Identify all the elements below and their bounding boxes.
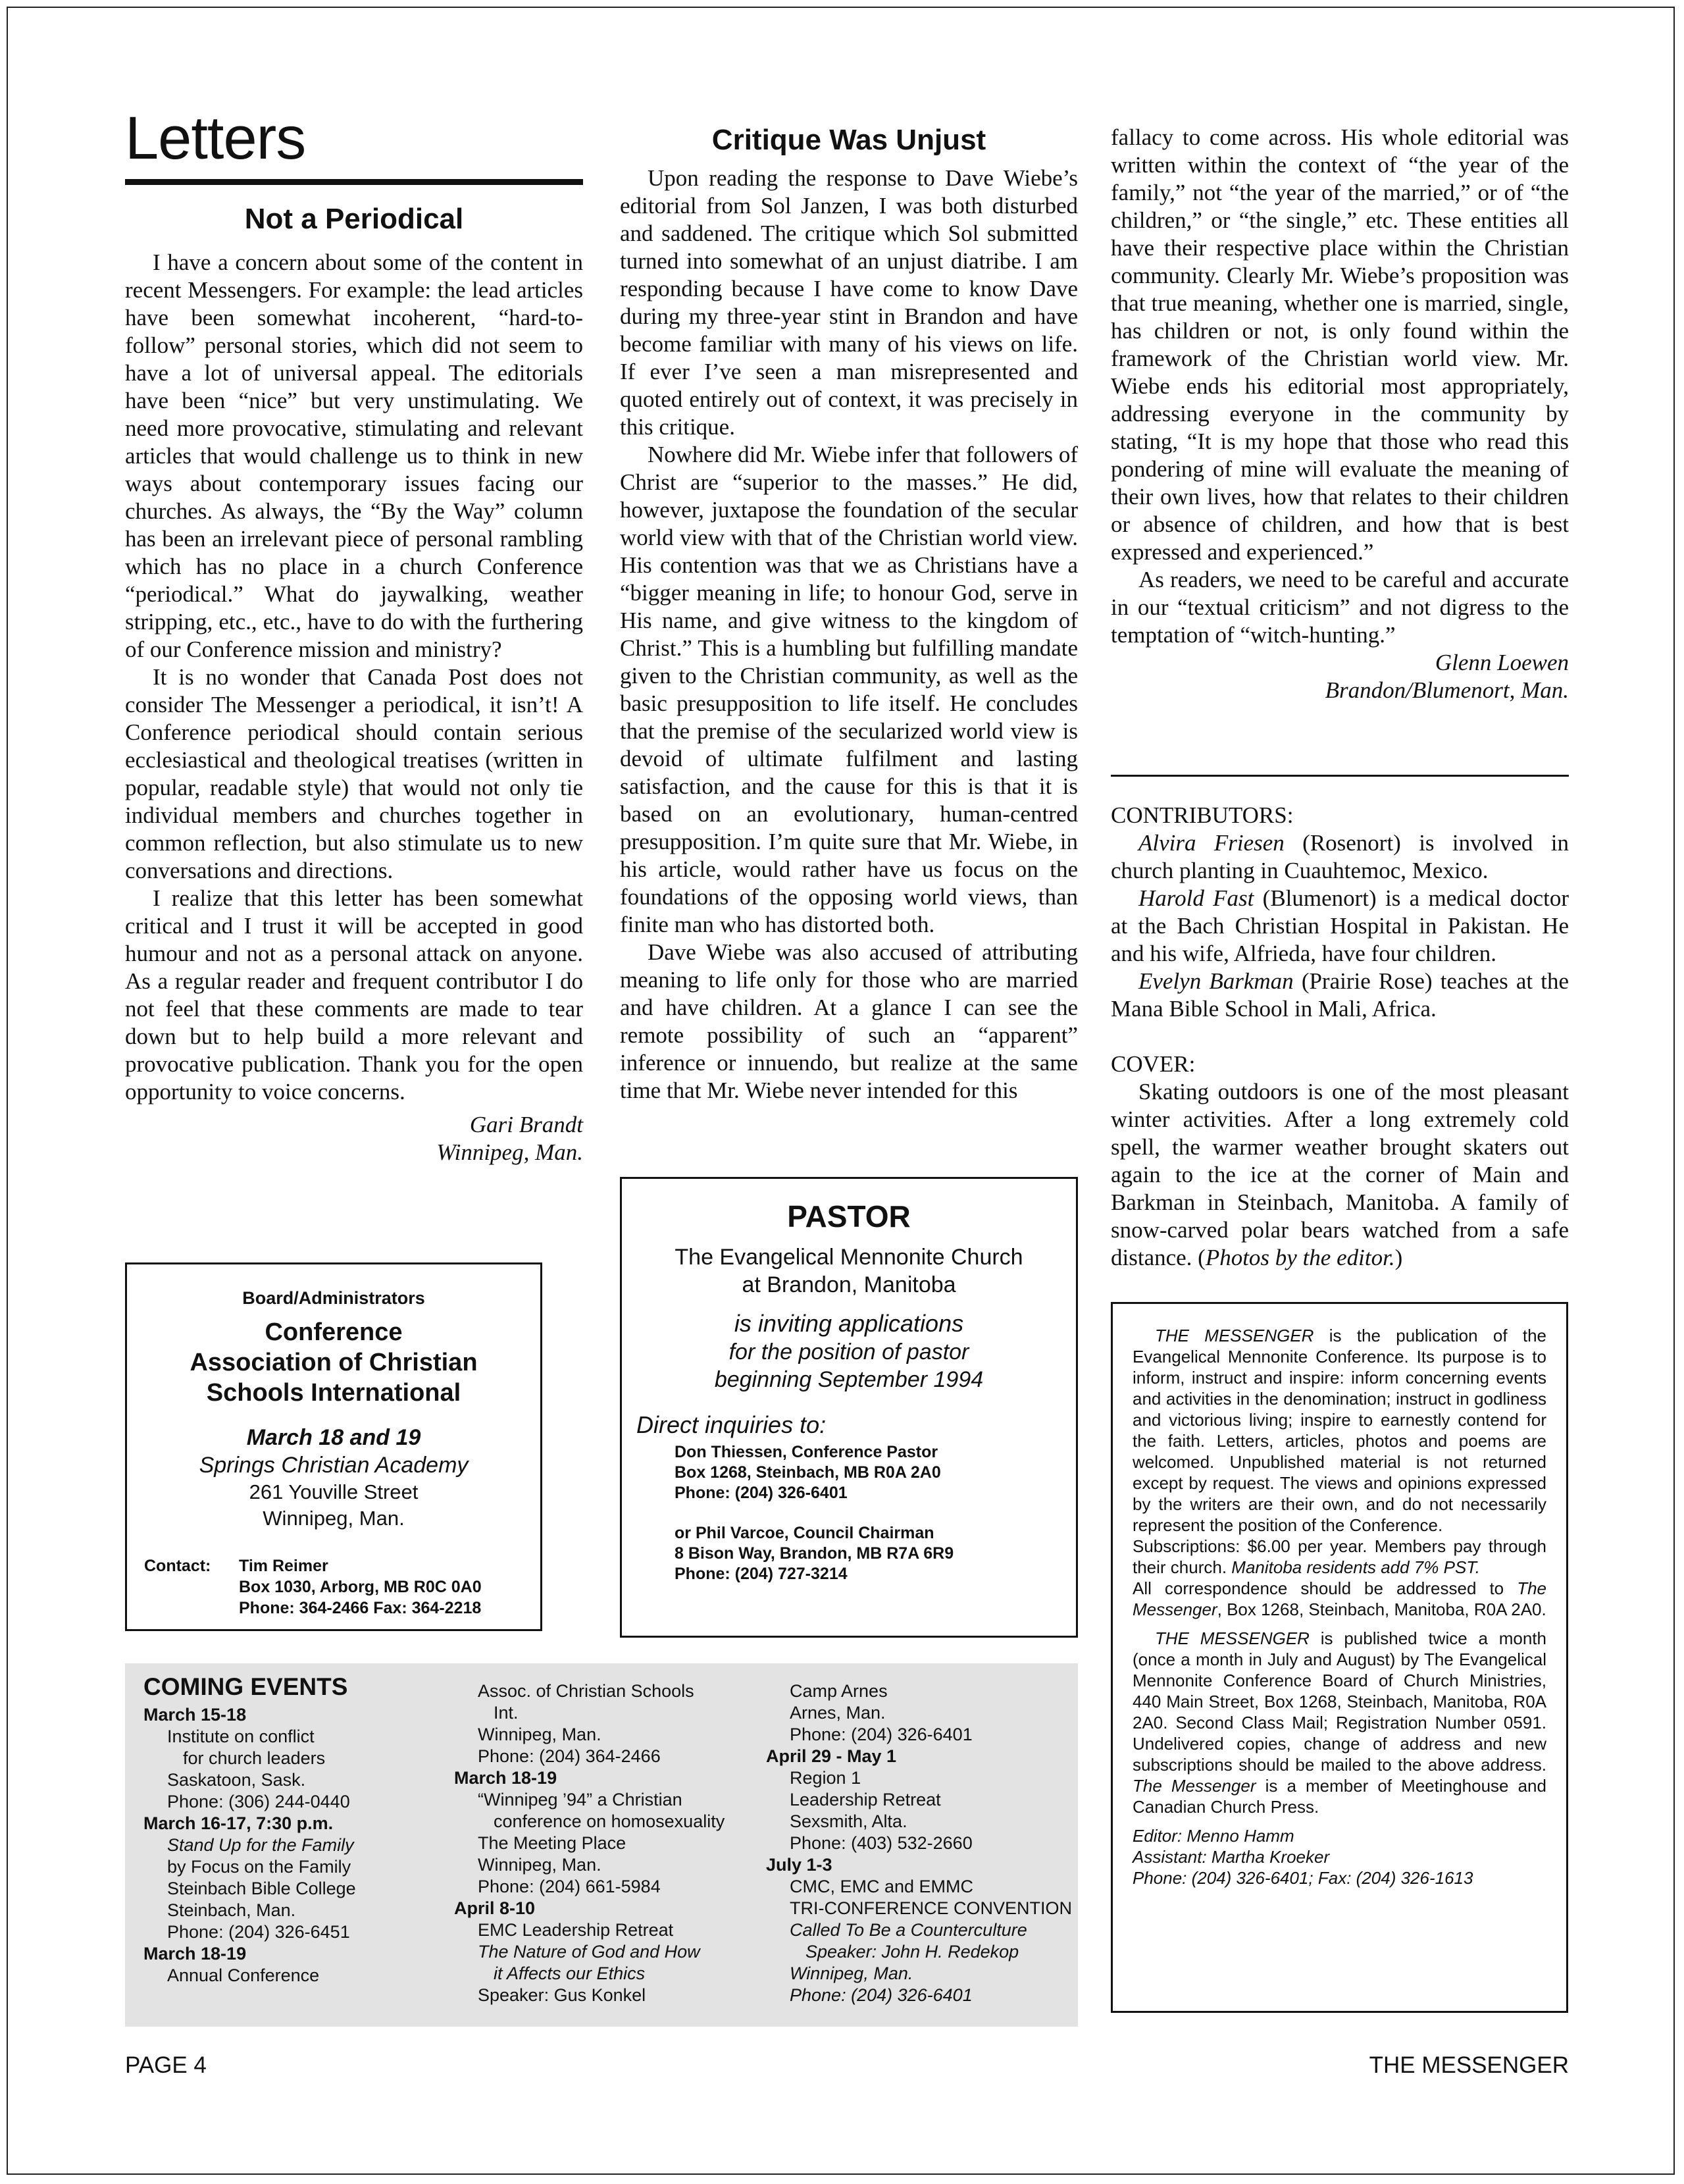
letter-paragraph: fallacy to come across. His whole editorial was written within the context of “the year of the family,” not “the year of the married,” or of “the children,” or “the single,” etc. These entities all have their respective place within the Christian community. Clearly Mr. Wiebe’s proposition was that true meaning, whether one is married, single, has children or not, is only found within the framework of the Christian world view. Mr. Wiebe ends his editorial most appropriately, addressing everyone in the community by stating, “It is my hope that those who read this pondering of mine will evaluate the meaning of their own lives, how that relates to their children or absence of children, and how that is best expressed and experienced.” xyxy=(1111,124,1569,565)
events-column-1 xyxy=(143,1673,433,1987)
event-line: Sexsmith, Alta. xyxy=(790,1811,907,1831)
ad-title-line: Conference xyxy=(265,1318,403,1346)
ad-kicker: Board/Administrators xyxy=(242,1288,425,1308)
signature-name: Glenn Loewen xyxy=(1435,650,1569,675)
contact-name: or Phil Varcoe, Council Chairman xyxy=(675,1524,934,1542)
events-column-3 xyxy=(766,1680,1073,2006)
letter-not-a-periodical xyxy=(125,203,583,1166)
letter-title: Critique Was Unjust xyxy=(711,124,986,156)
ad-inquiries: Direct inquiries to: xyxy=(636,1411,827,1438)
contact-address: 8 Bison Way, Brandon, MB R7A 6R9 xyxy=(675,1544,954,1563)
event-line: Steinbach, Man. xyxy=(167,1900,296,1920)
ad-church: The Evangelical Mennonite Church xyxy=(675,1245,1023,1270)
letter-paragraph: I have a concern about some of the content in recent Messengers. For example: the lead articles have been somewhat incoherent, “hard-to-follow” personal stories, which did not seem to have a lot of universal appeal. The editorials have been “nice” but very unstimulating. We need more provocative, stimulating and relevant articles that would challenge us to think in new ways about contemporary issues facing our churches. As always, the “By the Way” column has been an irrelevant piece of personal rambling which has no place in a church Conference “periodical.” What do jaywalking, weather stripping, etc., etc., have to do with the furthering of our Conference mission and ministry? xyxy=(125,249,583,662)
event-line: Phone: (204) 661-5984 xyxy=(478,1877,661,1896)
ad-dates: March 18 and 19 xyxy=(246,1425,421,1450)
event-line: conference on homosexuality xyxy=(494,1811,725,1831)
contributor-item: Harold Fast (Blumenort) is a medical doctor at the Bach Christian Hospital in Pakistan. He and his wife, Alfrieda, have four children. xyxy=(1111,885,1569,966)
letter-paragraph: Dave Wiebe was also accused of attributing meaning to life only for those who are married and have children. At a glance I can see the remote possibility of such an “apparent” inference or innuendo, but realize at the same time that Mr. Wiebe never intended for this xyxy=(620,939,1078,1103)
contact-phone: Phone: 364-2466 Fax: 364-2218 xyxy=(239,1599,482,1617)
contact-label: Contact: xyxy=(144,1557,211,1575)
event-line: Phone: (306) 244-0440 xyxy=(167,1792,350,1811)
masthead-publishing: THE MESSENGER is published twice a month (once a month in July and August) by The Evangelical Mennonite Conference Board of Church Ministries, 440 Main Street, Box 1268, Steinbach, Manitoba, R0A 2A0. Second Class Mail; Registration Number 0591. Undelivered copies, change of address and new subscriptions should be mailed to the above address. The Messenger is a member of Meetinghouse and Canadian Church Press. xyxy=(1133,1628,1546,1817)
event-date: March 18-19 xyxy=(143,1944,247,1963)
event-date: April 29 - May 1 xyxy=(766,1746,897,1766)
events-list xyxy=(454,1680,757,2006)
ad-title-line: Schools International xyxy=(206,1379,461,1407)
events-list xyxy=(143,1704,433,1987)
photo-credit: Photos by the editor. xyxy=(1205,1245,1395,1270)
page-number: PAGE 4 xyxy=(125,2052,207,2078)
event-line: Arnes, Man. xyxy=(790,1703,886,1723)
event-line: The Meeting Place xyxy=(478,1833,626,1853)
letter-paragraph: Nowhere did Mr. Wiebe infer that followers of Christ are “superior to the masses.” He did, however, juxtapose the foundation of the secular world view with that of the Christian world view. His contention was that we as Christians have a “bigger meaning in life; to honour God, serve in His name, and give witness to the kingdom of Christ.” This is a humbling but fulfilling mandate given to the Christian community, as well as the basic presupposition to life itself. He concludes that the premise of the secularized world view is devoid of ultimate fulfilment and lasting satisfaction, and the cause for this is that it is based on an evolutionary, human-centred presupposition. I’m quite sure that Mr. Wiebe, in his article, would rather have us focus on the foundations of the opposing world views, than finite man who has distorted both. xyxy=(620,442,1078,937)
contact-name: Don Thiessen, Conference Pastor xyxy=(675,1443,938,1461)
masthead-assistant: Assistant: Martha Kroeker xyxy=(1133,1847,1330,1867)
letter-paragraph: It is no wonder that Canada Post does not consider The Messenger a periodical, it isn’t! A Conference periodical should contain serious ecclesiastical and theological treatises (written in popular, readable style) that would not only tie individual members and churches together in common reflection, but also stimulate us to new conversations and directions. xyxy=(125,664,583,883)
event-line: Phone: (403) 532-2660 xyxy=(790,1833,973,1853)
cover-text: Skating outdoors is one of the most pleasant winter activities. After a long extremely cold spell, the warmer weather brought skaters out again to the ice at the corner of Main and Barkman in Steinbach, Manitoba. A family of snow-carved polar bears watched from a safe distance. (Photos by the editor.) xyxy=(1111,1079,1569,1270)
ad-invite: is inviting applications xyxy=(734,1310,964,1337)
ad-invite: beginning September 1994 xyxy=(714,1367,984,1392)
letter-title: Not a Periodical xyxy=(244,203,464,235)
events-column-2 xyxy=(454,1680,757,2006)
signature-place: Brandon/Blumenort, Man. xyxy=(1325,677,1569,703)
publication-name: THE MESSENGER xyxy=(1369,2052,1569,2078)
event-line: Winnipeg, Man. xyxy=(790,1963,913,1983)
event-line: Speaker: John H. Redekop xyxy=(805,1942,1019,1962)
ad-church: at Brandon, Manitoba xyxy=(742,1272,956,1297)
ad-venue: Springs Christian Academy xyxy=(199,1453,469,1478)
ad-contacts xyxy=(622,1442,1076,1584)
title-rule xyxy=(125,179,583,185)
signature-name: Gari Brandt xyxy=(469,1112,583,1137)
event-line: Called To Be a Counterculture xyxy=(790,1920,1027,1940)
ad-title-line: Association of Christian xyxy=(190,1349,478,1376)
event-line: Steinbach Bible College xyxy=(167,1879,356,1898)
contributor-item: Alvira Friesen (Rosenort) is involved in church planting in Cuauhtemoc, Mexico. xyxy=(1111,830,1569,883)
contributors-section xyxy=(1111,802,1569,1272)
event-date: March 18-19 xyxy=(454,1768,557,1788)
event-line: Phone: (204) 326-6451 xyxy=(167,1922,350,1942)
event-line: Phone: (204) 364-2466 xyxy=(478,1746,661,1766)
event-line: “Winnipeg ’94” a Christian xyxy=(478,1790,682,1809)
event-line: CMC, EMC and EMMC xyxy=(790,1877,974,1896)
ad-street: 261 Youville Street xyxy=(249,1480,419,1503)
event-line: Camp Arnes xyxy=(790,1681,888,1701)
masthead-purpose: THE MESSENGER is the publication of the Evangelical Mennonite Conference. Its purpose is to inform, instruct and inspire: inform concerning events and activities in the denomination; instruct in godliness and victorious living; inspire to earnestly contend for the faith. Letters, articles, photos and poems are welcomed. Unpublished material is not returned except by request. The views and opinions expressed by the writers are their own, and do not necessarily represent the position of the Conference. xyxy=(1133,1326,1546,1535)
event-line: Saskatoon, Sask. xyxy=(167,1770,306,1790)
event-line: The Nature of God and How xyxy=(478,1942,700,1962)
contact-phone: Phone: (204) 326-6401 xyxy=(675,1484,848,1502)
coming-events-box xyxy=(125,1663,1078,2027)
event-line: Winnipeg, Man. xyxy=(478,1725,601,1744)
pastor-ad xyxy=(620,1177,1078,1638)
acsi-ad xyxy=(125,1262,542,1631)
event-line: it Affects our Ethics xyxy=(494,1963,646,1983)
event-line: Int. xyxy=(494,1703,519,1723)
event-line: Phone: (204) 326-6401 xyxy=(790,1725,973,1744)
contributor-item: Evelyn Barkman (Prairie Rose) teaches at the Mana Bible School in Mali, Africa. xyxy=(1111,968,1569,1022)
letter-paragraph: Upon reading the response to Dave Wiebe’s editorial from Sol Janzen, I was both disturbed and saddened. The critique which Sol submitted turned into somewhat of an unjust diatribe. I am responding because I have come to know Dave during my three-year stint in Brandon and have become familiar with many of his views on life. If ever I’ve seen a man misrepresented and quoted entirely out of context, it was precisely in this critique. xyxy=(620,165,1078,440)
ad-contact xyxy=(144,1555,482,1619)
masthead-phone: Phone: (204) 326-6401; Fax: (204) 326-1613 xyxy=(1133,1868,1473,1888)
contact-address: Box 1268, Steinbach, MB R0A 2A0 xyxy=(675,1463,941,1482)
ad-title: PASTOR xyxy=(787,1199,911,1234)
section-title: Letters xyxy=(125,105,306,172)
event-line: Institute on conflict xyxy=(167,1727,315,1746)
letter-continuation xyxy=(1111,124,1569,704)
contact-address: Box 1030, Arborg, MB R0C 0A0 xyxy=(239,1578,482,1596)
event-line: Phone: (204) 326-6401 xyxy=(790,1985,973,2005)
signature-place: Winnipeg, Man. xyxy=(436,1139,583,1165)
contact-name: Tim Reimer xyxy=(239,1557,328,1575)
letter-critique-was-unjust xyxy=(620,124,1078,1105)
event-line: by Focus on the Family xyxy=(167,1857,351,1877)
event-line: TRI-CONFERENCE CONVENTION xyxy=(790,1898,1073,1918)
event-line: Assoc. of Christian Schools xyxy=(478,1681,694,1701)
events-title: COMING EVENTS xyxy=(143,1673,348,1700)
event-line: Winnipeg, Man. xyxy=(478,1855,601,1875)
ad-city: Winnipeg, Man. xyxy=(263,1507,405,1530)
column-divider xyxy=(1111,775,1569,777)
masthead-box xyxy=(1111,1302,1568,2013)
contact-phone: Phone: (204) 727-3214 xyxy=(675,1565,848,1583)
event-date: March 16-17, 7:30 p.m. xyxy=(143,1813,334,1833)
letter-paragraph: As readers, we need to be careful and accurate in our “textual criticism” and not digress to the temptation of “witch-hunting.” xyxy=(1111,567,1569,648)
contributors-heading: CONTRIBUTORS: xyxy=(1111,802,1294,828)
event-date: July 1-3 xyxy=(766,1855,832,1875)
event-date: April 8-10 xyxy=(454,1898,536,1918)
event-line: EMC Leadership Retreat xyxy=(478,1920,674,1940)
masthead-editor: Editor: Menno Hamm xyxy=(1133,1826,1294,1846)
event-date: March 15-18 xyxy=(143,1705,247,1725)
event-line: Region 1 xyxy=(790,1768,861,1788)
masthead-subscriptions: Subscriptions: $6.00 per year. Members pay through their church. Manitoba residents add 7% PST. xyxy=(1133,1536,1546,1577)
event-line: Speaker: Gus Konkel xyxy=(478,1985,646,2005)
events-list xyxy=(766,1680,1073,2006)
event-line: Annual Conference xyxy=(167,1965,320,1985)
letter-paragraph: I realize that this letter has been somewhat critical and I trust it will be accepted in good humour and not as a personal attack on anyone. As a regular reader and frequent contributor I do not feel that these comments are made to tear down but to help build a more relevant and provocative publication. Thank you for the open opportunity to voice concerns. xyxy=(125,885,583,1105)
masthead-correspondence: All correspondence should be addressed to The Messenger, Box 1268, Steinbach, Manitoba, R0A 2A0. xyxy=(1133,1578,1546,1619)
event-line: Stand Up for the Family xyxy=(167,1835,354,1855)
ad-invite: for the position of pastor xyxy=(728,1339,969,1365)
event-line: Leadership Retreat xyxy=(790,1790,941,1809)
event-line: for church leaders xyxy=(183,1748,326,1768)
cover-heading: COVER: xyxy=(1111,1051,1196,1077)
